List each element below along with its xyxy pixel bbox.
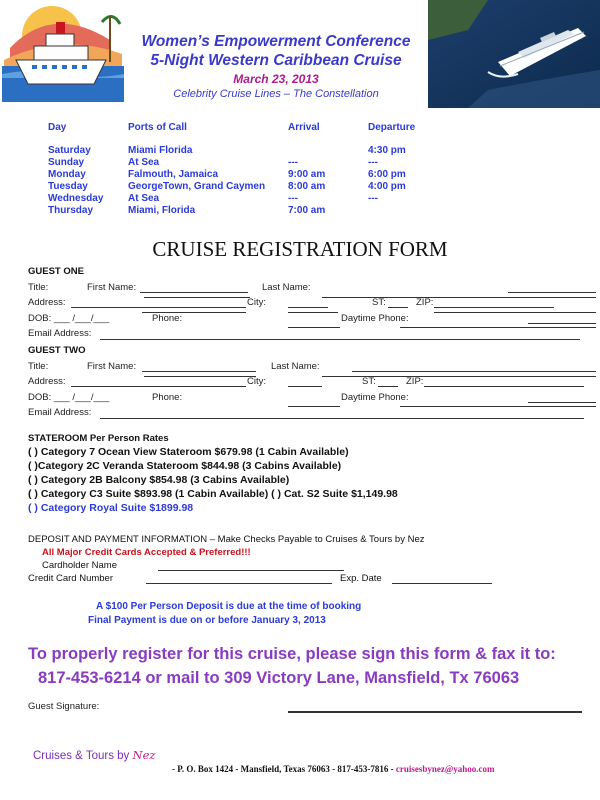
guest-signature-field[interactable] [288,711,582,713]
footer-address-text: - P. O. Box 1424 - Mansfield, Texas 76063 - 817-453-7816 - [172,764,394,774]
guest-two-city-field[interactable] [288,386,322,387]
guest-one-first-label: First Name: [87,282,137,293]
guest-one-dob-label[interactable]: DOB: ___ /___/___ [28,313,110,324]
footer-brand-text: Cruises & Tours by [33,750,130,762]
row-day: Tuesday [48,181,88,192]
row-departure: 6:00 pm [368,169,406,180]
ship-photo [428,0,600,108]
exp-date-label: Exp. Date [340,573,382,584]
row-day: Thursday [48,205,94,216]
row-port: Miami Florida [128,145,193,156]
guest-two-address-label: Address: [28,376,66,387]
stateroom-option[interactable]: ( ) Category 2B Balcony $854.98 (3 Cabins Available) [28,474,290,486]
footer-brand-nez: Nez [132,748,156,762]
register-contact: 817-453-6214 or mail to 309 Victory Lane, Mansfield, Tx 76063 [38,669,520,687]
cruise-title: 5-Night Western Caribbean Cruise [150,52,402,69]
guest-one-phone-label: Phone: [152,313,183,324]
day-header: Day [48,122,67,133]
departure-header: Departure [368,122,416,133]
guest-two-phone-label: Phone: [152,392,183,403]
guest-one-last-name-underline [322,297,596,298]
stateroom-option[interactable]: ( ) Category C3 Suite $893.98 (1 Cabin Available) ( ) Cat. S2 Suite $1,149.98 [28,488,398,500]
final-payment-note: Final Payment is due on or before January 3, 2013 [88,615,326,626]
guest-one-daytime-field[interactable] [528,323,596,324]
guest-two-last-name-field[interactable] [352,371,596,372]
stateroom-section [28,433,588,523]
guest-two-first-name-field[interactable] [142,371,256,372]
row-port: Miami, Florida [128,205,196,216]
card-number-field[interactable] [146,583,332,584]
cruise-ship-sunset-logo [2,2,124,102]
guest-two-zip-label: ZIP: [406,376,424,387]
row-arrival: --- [288,157,298,168]
guest-two-city-label: City: [247,376,266,387]
guest-two-daytime-underline [400,406,596,407]
guest-one-email-field[interactable] [100,339,580,340]
row-departure: 4:30 pm [368,145,406,156]
row-day: Sunday [48,157,85,168]
row-arrival: 9:00 am [288,169,326,180]
guest-two-title-label: Title: [28,361,49,372]
row-departure: --- [368,193,378,204]
cardholder-field[interactable] [158,570,344,571]
guest-one-zip-label: ZIP: [416,297,434,308]
conference-title: Women’s Empowerment Conference [141,33,411,50]
guest-one-zip-underline [434,312,596,313]
guest-one-first-name-field[interactable] [140,292,248,293]
form-title: CRUISE REGISTRATION FORM [152,237,448,261]
guest-one-last-label: Last Name: [262,282,311,293]
stateroom-option-royal[interactable]: ( ) Category Royal Suite $1899.98 [28,502,194,514]
row-port: At Sea [128,193,160,204]
guest-one-phone-field[interactable] [288,327,340,328]
row-day: Wednesday [48,193,104,204]
guest-two-email-field[interactable] [100,418,584,419]
row-port: GeorgeTown, Grand Caymen [128,181,266,192]
guest-two-daytime-field[interactable] [528,402,596,403]
row-departure: 4:00 pm [368,181,406,192]
row-departure: --- [368,157,378,168]
row-arrival: 7:00 am [288,205,326,216]
cruise-line: Celebrity Cruise Lines – The Constellation [173,88,379,100]
guest-one-city-underline [288,312,338,313]
itinerary-table [48,122,428,222]
guest-one-zip-field[interactable] [434,307,554,308]
ports-header: Ports of Call [128,122,187,133]
guest-one-city-label: City: [247,297,266,308]
cardholder-label: Cardholder Name [42,560,117,571]
guest-one-st-label: ST: [372,297,386,308]
guest-two-last-label: Last Name: [271,361,320,372]
guest-one-address-label: Address: [28,297,66,308]
guest-one-title-label: Title: [28,282,49,293]
guest-two-heading: GUEST TWO [28,345,86,356]
footer-brand [33,748,155,762]
guest-one-last-name-field[interactable] [508,292,596,293]
guest-signature-label: Guest Signature: [28,701,100,712]
guest-two-address-field[interactable] [71,386,246,387]
guest-one-daytime-underline [400,327,596,328]
row-port: Falmouth, Jamaica [128,169,219,180]
card-number-label: Credit Card Number [28,573,113,584]
stateroom-option[interactable]: ( )Category 2C Veranda Stateroom $844.98 (3 Cabins Available) [28,460,342,472]
guest-one-st-field[interactable] [388,307,408,308]
deposit-note: A $100 Per Person Deposit is due at the time of booking [96,601,362,612]
stateroom-heading: STATEROOM Per Person Rates [28,433,169,444]
row-arrival: --- [288,193,298,204]
guest-one-daytime-label: Daytime Phone: [341,313,409,324]
guest-two-first-label: First Name: [87,361,137,372]
row-port: At Sea [128,157,160,168]
guest-one-first-name-underline [144,297,250,298]
arrival-header: Arrival [288,122,320,133]
guest-one-email-label: Email Address: [28,328,92,339]
guest-two-first-name-underline [144,376,256,377]
footer-email-link[interactable]: cruisesbynez@yahoo.com [395,764,495,774]
row-day: Saturday [48,145,91,156]
credit-cards-note: All Major Credit Cards Accepted & Preferred!!! [42,547,251,558]
guest-one-heading: GUEST ONE [28,266,84,277]
guest-two-phone-field[interactable] [288,406,340,407]
guest-two-dob-label[interactable]: DOB: ___ /___/___ [28,392,110,403]
row-arrival: 8:00 am [288,181,326,192]
guest-one-city-field[interactable] [288,307,328,308]
guest-two-email-label: Email Address: [28,407,92,418]
footer-address [172,764,495,774]
guest-two-daytime-label: Daytime Phone: [341,392,409,403]
exp-date-field[interactable] [392,583,492,584]
guest-two-st-field[interactable] [378,386,398,387]
payment-heading: DEPOSIT AND PAYMENT INFORMATION – Make Checks Payable to Cruises & Tours by Nez [28,534,425,545]
register-instruction: To properly register for this cruise, please sign this form & fax it to: [28,645,556,663]
guest-one-address-field[interactable] [71,307,246,308]
row-day: Monday [48,169,86,180]
stateroom-option[interactable]: ( ) Category 7 Ocean View Stateroom $679.98 (1 Cabin Available) [28,446,349,458]
guest-two-zip-field[interactable] [424,386,584,387]
guest-two-st-label: ST: [362,376,376,387]
cruise-date: March 23, 2013 [233,72,319,86]
